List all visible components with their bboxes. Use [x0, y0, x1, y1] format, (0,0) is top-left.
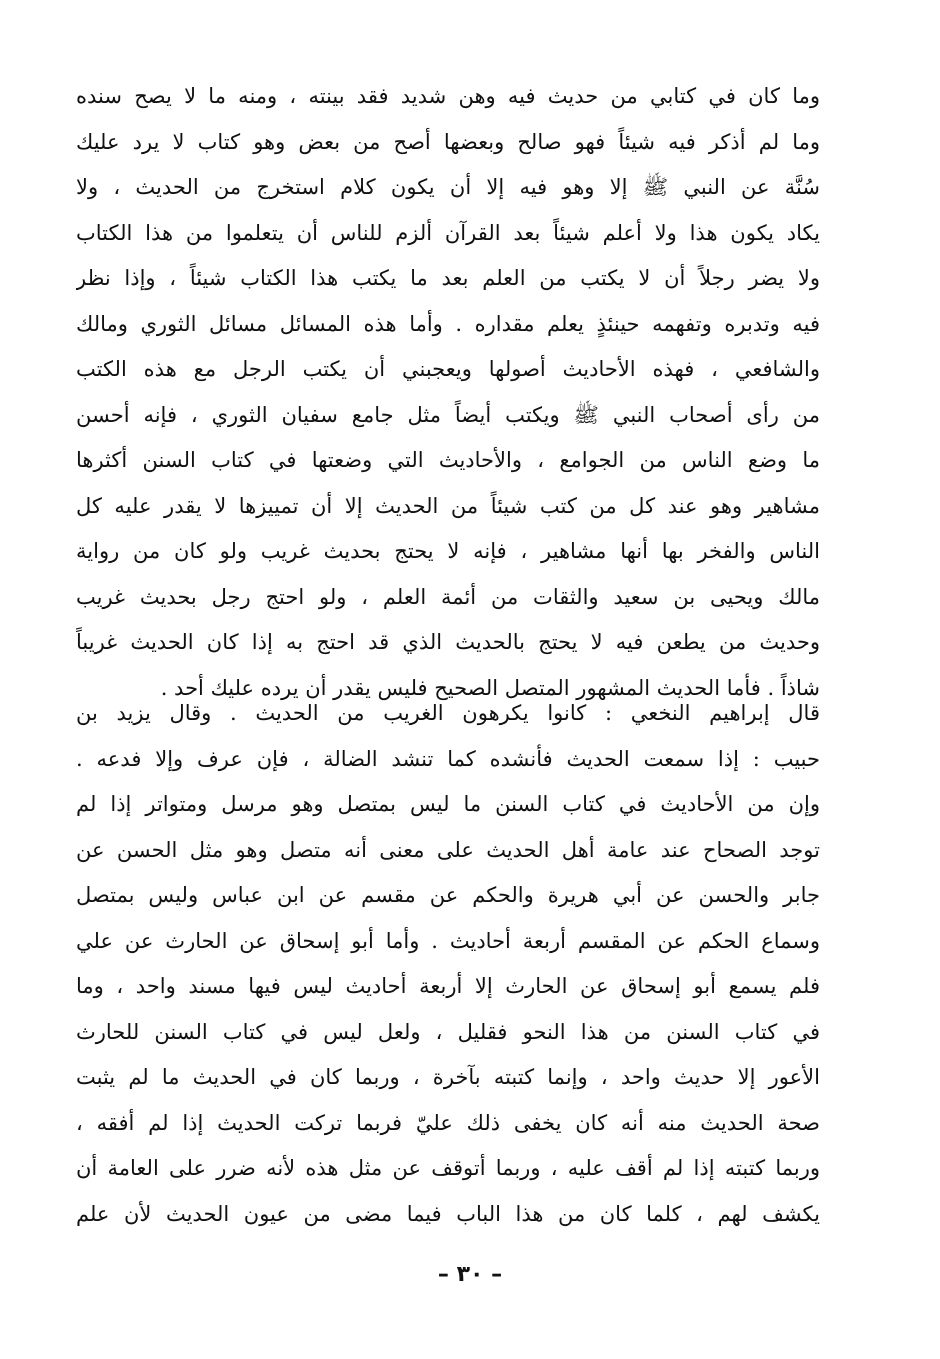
- text-line: صحة الحديث منه أنه كان يخفى ذلك عليّ فربما تركت الحديث إذا لم أفقه ،: [76, 1110, 820, 1135]
- text-line: فلم يسمع أبو إسحاق عن الحارث إلا أربعة أحاديث ليس فيها مسند واحد ، وما: [76, 974, 820, 998]
- text-line: في كتاب السنن من هذا النحو فقليل ، ولعل ليس في كتاب السنن للحارث: [76, 1019, 820, 1044]
- text-line: يكاد يكون هذا ولا أعلم شيئاً بعد القرآن ألزم للناس أن يتعلموا من هذا الكتاب: [76, 220, 820, 245]
- text-line: الناس والفخر بها أنها مشاهير ، فإنه لا يحتج بحديث غريب ولو كان من رواية: [76, 539, 820, 563]
- text-line: حبيب : إذا سمعت الحديث فأنشده كما تنشد الضالة ، فإن عرف وإلا فدعه .: [76, 746, 820, 771]
- text-line: من رأى أصحاب النبي ﷺ ويكتب أيضاً مثل جامع سفيان الثوري ، فإنه أحسن: [76, 402, 820, 427]
- text-line: قال إبراهيم النخعي : كانوا يكرهون الغريب من الحديث . وقال يزيد بن: [76, 701, 820, 725]
- text-line: وإن من الأحاديث في كتاب السنن ما ليس بمتصل وهو مرسل ومتواتر إذا لم: [76, 792, 820, 816]
- text-line: وحديث من يطعن فيه لا يحتج بالحديث الذي قد احتج به إذا كان الحديث غريباً: [76, 630, 820, 654]
- text-line: مشاهير وهو عند كل من كتب شيئاً من الحديث إلا أن تمييزها لا يقدر عليه كل: [76, 493, 820, 518]
- text-line: فيه وتدبره وتفهمه حينئذٍ يعلم مقداره . وأما هذه المسائل مسائل الثوري ومالك: [76, 311, 820, 336]
- text-line: والشافعي ، فهذه الأحاديث أصولها ويعجبني أن يكتب الرجل مع هذه الكتب: [76, 357, 820, 381]
- text-line: يكشف لهم ، كلما كان من هذا الباب فيما مضى من عيون الحديث لأن علم: [76, 1201, 820, 1226]
- text-line: ما وضع الناس من الجوامع ، والأحاديث التي وضعتها في كتاب السنن أكثرها: [76, 448, 820, 472]
- text-line: وما لم أذكر فيه شيئاً فهو صالح وبعضها أصح من بعض وهو كتاب لا يرد عليك: [76, 129, 820, 154]
- text-line: مالك ويحيى بن سعيد والثقات من أئمة العلم ، ولو احتج رجل بحديث غريب: [76, 584, 820, 609]
- text-line: ولا يضر رجلاً أن لا يكتب من العلم بعد ما يكتب هذا الكتاب شيئاً ، وإذا نظر: [76, 266, 820, 290]
- text-line: وربما كتبته إذا لم أقف عليه ، وربما أتوقف عن مثل هذه لأنه ضرر على العامة أن: [76, 1156, 820, 1180]
- text-line: توجد الصحاح عند عامة أهل الحديث على معنى أنه متصل وهو مثل الحسن عن: [76, 837, 820, 862]
- text-line: سُنَّة عن النبي ﷺ إلا وهو فيه إلا أن يكون كلام استخرج من الحديث ، ولا: [76, 175, 820, 199]
- text-line: الأعور إلا حديث واحد ، وإنما كتبته بآخرة ، وربما كان في الحديث ما لم يثبت: [76, 1065, 820, 1089]
- paragraph-1: [76, 74, 820, 711]
- paragraph-2: [76, 691, 820, 1237]
- text-line: جابر والحسن عن أبي هريرة والحكم عن مقسم عن ابن عباس وليس بمتصل: [76, 883, 820, 907]
- text-line: وسماع الحكم عن المقسم أربعة أحاديث . وأما أبو إسحاق عن الحارث عن علي: [76, 928, 820, 953]
- text-line: وما كان في كتابي من حديث فيه وهن شديد فقد بينته ، ومنه ما لا يصح سنده: [76, 84, 820, 108]
- text-line: شاذاً . فأما الحديث المشهور المتصل الصحيح فليس يقدر أن يرده عليك أحد .: [160, 675, 820, 700]
- page-number: – ٣٠ –: [437, 1262, 503, 1287]
